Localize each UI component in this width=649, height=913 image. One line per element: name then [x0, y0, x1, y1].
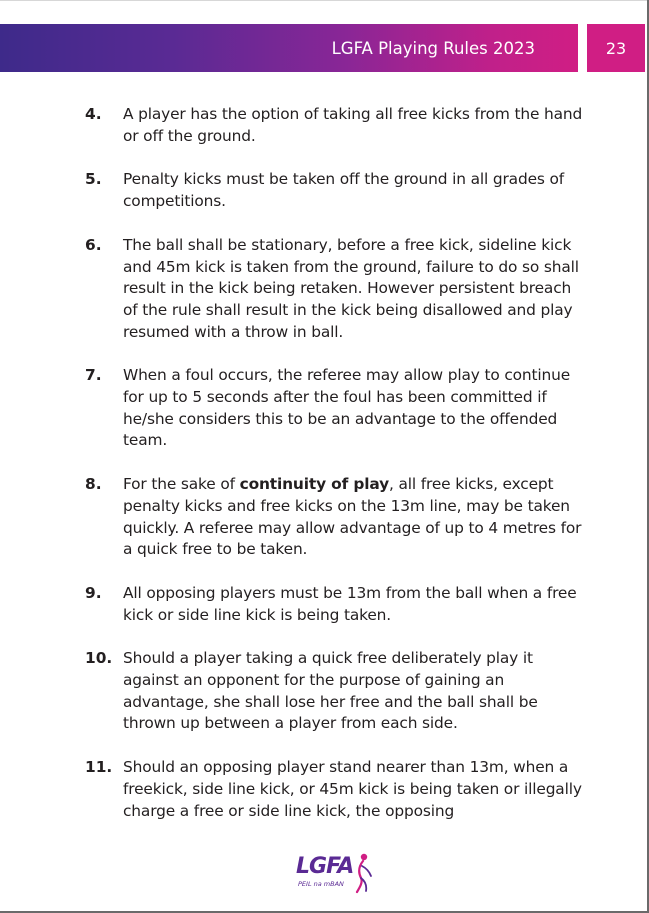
- rule-text: All opposing players must be 13m from the ball when a free kick or side line kick is being taken.: [123, 583, 577, 624]
- rule-text: A player has the option of taking all free kicks from the hand or off the ground.: [123, 105, 583, 145]
- rule-item: [85, 169, 585, 212]
- rule-number: 6.: [85, 235, 102, 254]
- rule-text-after: , all free kicks, except penalty kicks and free kicks on the 13m line, may be taken quickly. A referee may allow advantage of up to 4 metres for a quick free to be taken.: [123, 475, 582, 559]
- logo-text: LGFA: [296, 854, 354, 879]
- rule-number: 7.: [85, 366, 102, 385]
- rule-item: [85, 235, 585, 344]
- rule-text: Penalty kicks must be taken off the ground in all grades of competitions.: [123, 170, 565, 211]
- page-edge-top: [0, 0, 649, 1]
- header-title: LGFA Playing Rules 2023: [331, 38, 535, 58]
- rule-item: [85, 583, 585, 626]
- rule-text: Should an opposing player stand nearer than 13m, when a freekick, side line kick, or 45m kick is being taken or illegally charge a free or side line kick, the opposing: [123, 758, 582, 820]
- rule-text-before: For the sake of: [123, 475, 240, 494]
- rule-text: Should a player taking a quick free deliberately play it against an opponent for the purpose of gaining an advantage, she shall lose her free and the ball shall be thrown up between a player from each side.: [123, 649, 538, 733]
- rule-number: 11.: [85, 758, 113, 777]
- rule-text: The ball shall be stationary, before a free kick, sideline kick and 45m kick is taken from the ground, failure to do so shall result in the kick being retaken. However persistent breach of the rule shall result in the kick being disallowed and play resumed with a throw in ball.: [123, 235, 579, 341]
- rules-list: [85, 104, 585, 822]
- rule-text-bold: continuity of play: [239, 475, 389, 494]
- rule-item: [85, 757, 585, 822]
- rule-number: 4.: [85, 105, 102, 123]
- header-band: [0, 24, 578, 72]
- rule-item: [85, 104, 585, 147]
- player-figure-icon: [352, 852, 374, 894]
- rule-number: 10.: [85, 649, 113, 668]
- logo-subtext: PEIL na mBAN: [298, 880, 344, 888]
- rule-number: 9.: [85, 583, 102, 602]
- page-number: 23: [605, 38, 627, 58]
- rule-item: [85, 648, 585, 735]
- rule-text: When a foul occurs, the referee may allow play to continue for up to 5 seconds after the foul has been committed if he/she considers this to be an advantage to the offended team.: [123, 366, 571, 450]
- rule-number: 5.: [85, 170, 102, 189]
- rule-number: 8.: [85, 475, 102, 494]
- rule-text: [123, 474, 585, 561]
- rule-item: [85, 365, 585, 452]
- page-number-box: [587, 24, 645, 72]
- rule-item: [85, 474, 585, 561]
- lgfa-logo: [296, 852, 376, 896]
